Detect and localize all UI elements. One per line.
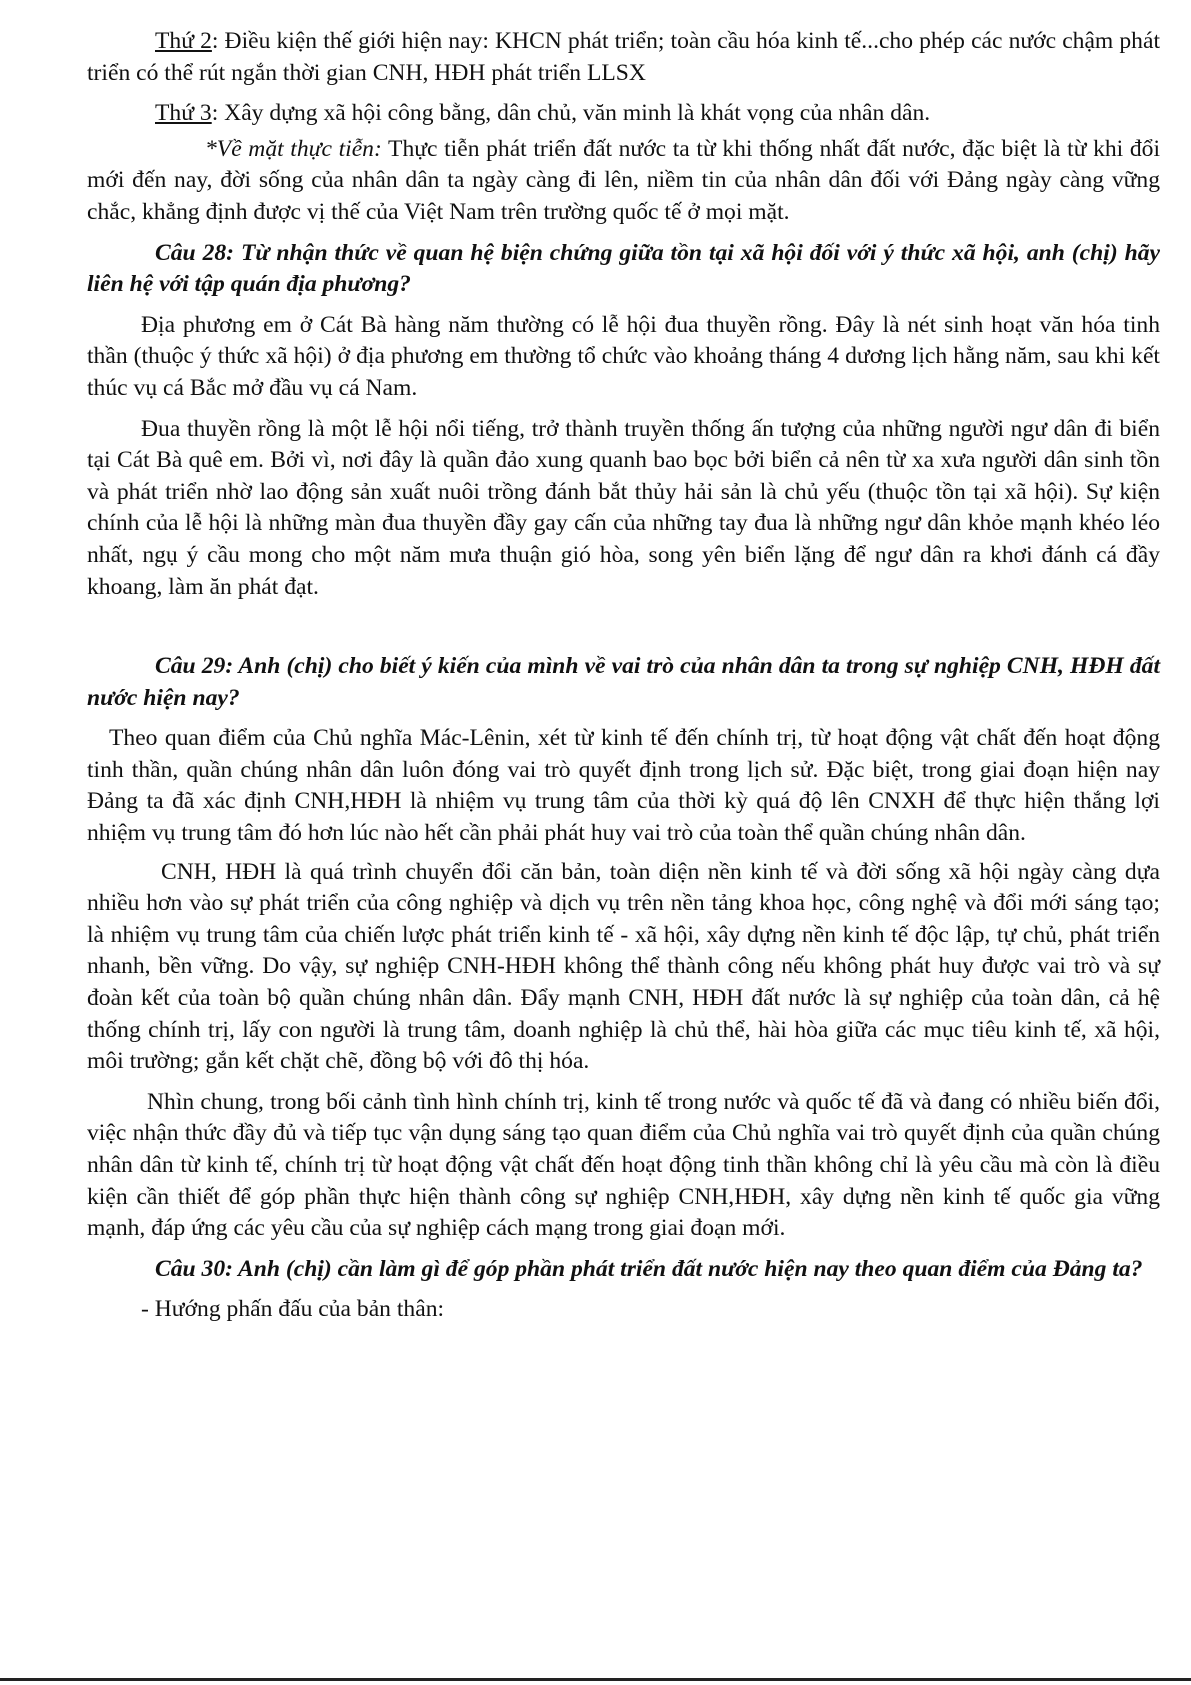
text-condition-3: : Xây dựng xã hội công bằng, dân chủ, văn minh là khát vọng của nhân dân. — [211, 100, 931, 127]
page-bottom-rule — [0, 1678, 1191, 1681]
paragraph-conclusion: Nhìn chung, trong bối cảnh tình hình chính trị, kinh tế trong nước và quốc tế đã và đang có nhiều biến đổi, việc nhận thức đầy đủ và tiếp tục vận dụng sáng tạo quan điểm của Chủ nghĩa vai trò quyết định của quần chúng nhân dân từ kinh tế, chính trị từ hoạt động vật chất đến hoạt động tinh thần không chỉ là yêu cầu mà còn là điều kiện cần thiết để góp phần thực hiện thành công sự nghiệp CNH,HĐH, xây dựng nền kinh tế quốc gia vững mạnh, đáp ứng các yêu cầu của sự nghiệp cách mạng trong giai đoạn mới. — [87, 1088, 1160, 1242]
label-practical: *Về mặt thực tiễn: — [205, 135, 382, 162]
paragraph-marxist-view: Theo quan điểm của Chủ nghĩa Mác-Lênin, xét từ kinh tế đến chính trị, từ hoạt động vật chất đến hoạt động tinh thần, quần chúng nhân dân luôn đóng vai trò quyết định trong lịch sử. Đặc biệt, trong giai đoạn hiện nay Đảng ta đã xác định CNH,HĐH là nhiệm vụ trung tâm của thời kỳ quá độ lên CNXH để thực hiện thắng lợi nhiệm vụ trung tâm đó hơn lúc nào hết cần phải phát huy vai trò của toàn thể quần chúng nhân dân. — [87, 725, 1160, 847]
paragraph-practical — [87, 134, 1160, 229]
text-practical: Thực tiễn phát triển đất nước ta từ khi thống nhất đất nước, đặc biệt là từ khi đổi mới đến nay, đời sống của nhân dân ta ngày càng đi lên, niềm tin của nhân dân đối với Đảng ngày càng vững chắc, khẳng định được vị thế của Việt Nam trên trường quốc tế ở mọi mặt. — [87, 135, 1160, 225]
document-page — [87, 26, 1160, 1326]
label-thu-2: Thứ 2 — [155, 28, 212, 54]
paragraph-festival-intro: Địa phương em ở Cát Bà hàng năm thường có lễ hội đua thuyền rồng. Đây là nét sinh hoạt văn hóa tinh thần (thuộc ý thức xã hội) ở địa phương em thường tổ chức vào khoảng tháng 4 dương lịch hằng năm, sau khi kết thúc vụ cá Bắc mở đầu vụ cá Nam. — [87, 311, 1160, 401]
question-29: Câu 29: Anh (chị) cho biết ý kiến của mình về vai trò của nhân dân ta trong sự nghiệp CNH, HĐH đất nước hiện nay? — [87, 653, 1160, 711]
paragraph-condition-2 — [87, 26, 1160, 89]
paragraph-condition-3 — [87, 98, 1160, 130]
question-30: Câu 30: Anh (chị) cần làm gì để góp phần phát triển đất nước hiện nay theo quan điểm của Đảng ta? — [155, 1255, 1143, 1282]
paragraph-dragon-boat: Đua thuyền rồng là một lễ hội nổi tiếng, trở thành truyền thống ấn tượng của những người ngư dân đi biển tại Cát Bà quê em. Bởi vì, nơi đây là quần đảo xung quanh bao bọc bởi biển cả nên từ xa xưa người dân sinh tồn và phát triển nhờ lao động sản xuất nuôi trồng đánh bắt thủy hải sản là chủ yếu (thuộc tồn tại xã hội). Sự kiện chính của lễ hội là những màn đua thuyền đầy gay cấn của những tay đua là những ngư dân khỏe mạnh khéo léo nhất, ngụ ý cầu mong cho một năm mưa thuận gió hòa, song yên biển lặng để ngư dân ra khơi đánh cá đầy khoang, làm ăn phát đạt. — [87, 415, 1160, 600]
paragraph-industrialization: CNH, HĐH là quá trình chuyển đổi căn bản, toàn diện nền kinh tế và đời sống xã hội ngày càng dựa nhiều hơn vào sự phát triển của công nghiệp và dịch vụ trên nền tảng khoa học, công nghệ và đổi mới sáng tạo; là nhiệm vụ trung tâm của chiến lược phát triển kinh tế - xã hội, xây dựng nền kinh tế độc lập, tự chủ, phát triển nhanh, bền vững. Do vậy, sự nghiệp CNH-HĐH không thể thành công nếu không phát huy được vai trò và sự đoàn kết của toàn bộ quần chúng nhân dân. Đẩy mạnh CNH, HĐH đất nước là sự nghiệp của toàn dân, cả hệ thống chính trị, lấy con người là trung tâm, doanh nghiệp là chủ thể, hài hòa giữa các mục tiêu kinh tế, xã hội, môi trường; gắn kết chặt chẽ, đồng bộ với đô thị hóa. — [87, 858, 1160, 1075]
label-thu-3: Thứ 3 — [155, 100, 212, 127]
question-28: Câu 28: Từ nhận thức về quan hệ biện chứng giữa tồn tại xã hội đối với ý thức xã hội, anh (chị) hãy liên hệ với tập quán địa phương? — [87, 239, 1160, 298]
text-condition-2: : Điều kiện thế giới hiện nay: KHCN phát triển; toàn cầu hóa kinh tế...cho phép các nước chậm phát triển có thể rút ngắn thời gian CNH, HĐH phát triển LLSX — [87, 28, 1160, 86]
paragraph-personal-direction: - Hướng phấn đấu của bản thân: — [141, 1296, 445, 1323]
